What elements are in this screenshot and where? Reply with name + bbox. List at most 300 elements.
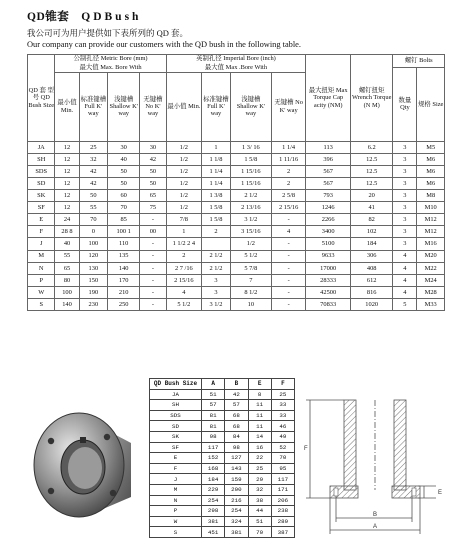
table-cell: 113 [306, 141, 351, 153]
table-cell: 11 [248, 410, 271, 421]
table-cell: 68 [225, 410, 248, 421]
table-cell: 2 1/2 [230, 190, 271, 202]
table-cell: 70833 [306, 298, 351, 310]
table-cell: W [150, 516, 202, 527]
table-cell: 1/2 [166, 153, 202, 165]
table-cell: 159 [225, 474, 248, 485]
table-cell: M5 [417, 141, 445, 153]
table-cell: 171 [271, 484, 294, 495]
table-row [150, 506, 295, 517]
table-cell: 2 [166, 250, 202, 262]
table-cell: 4 [393, 286, 417, 298]
table-cell: P [28, 274, 55, 286]
table-cell: M [28, 250, 55, 262]
table-cell: 38 [248, 495, 271, 506]
table-cell: 4 [166, 286, 202, 298]
table-cell: 1020 [351, 298, 393, 310]
table-cell: SDS [28, 165, 55, 177]
bush-bore-inner [68, 447, 102, 489]
table-row [150, 495, 295, 506]
keyway [80, 437, 86, 443]
table-cell: 33 [271, 400, 294, 411]
table-cell: SH [28, 153, 55, 165]
table-cell: 1246 [306, 202, 351, 214]
header-bolt-size: 规格 Size [417, 68, 445, 142]
title-cn: QD锥套 [27, 11, 70, 23]
table-cell: - [271, 274, 305, 286]
table-cell: 40 [55, 238, 79, 250]
table-cell: 14 [248, 431, 271, 442]
table-cell: 250 [108, 298, 140, 310]
table-row [150, 474, 295, 485]
table-cell: 100 1 [108, 226, 140, 238]
table-cell: M16 [417, 238, 445, 250]
bolt-hole [110, 490, 116, 496]
table-cell: 1 15/16 [230, 165, 271, 177]
table-cell: 127 [225, 453, 248, 464]
table-row [150, 431, 295, 442]
table-cell: 80 [55, 274, 79, 286]
table-cell: 20 [351, 190, 393, 202]
table-cell: 1 11/16 [271, 153, 305, 165]
table-row [28, 286, 445, 298]
table-cell: 1 1/8 [202, 153, 231, 165]
table-cell: 2 1/2 [202, 250, 231, 262]
table-cell: 25 [271, 389, 294, 400]
table-row [28, 274, 445, 286]
table-cell: 230 [79, 298, 108, 310]
table-row [28, 202, 445, 214]
table-cell: 75 [140, 202, 166, 214]
table-cell: 98 [202, 431, 225, 442]
table-cell: 381 [225, 527, 248, 538]
table-cell: - [140, 250, 166, 262]
table-cell: 3 [393, 141, 417, 153]
table-cell: 102 [351, 226, 393, 238]
table-cell: 3 [393, 202, 417, 214]
table-cell: 70 [271, 453, 294, 464]
table-cell: 184 [202, 474, 225, 485]
table-cell: 12 [55, 202, 79, 214]
table-cell: 3 1/2 [202, 298, 231, 310]
table-cell: 3 [393, 165, 417, 177]
table-cell: 29 [248, 474, 271, 485]
table-cell: 1 15/16 [230, 178, 271, 190]
table-cell: 7 [230, 274, 271, 286]
table-cell: W [28, 286, 55, 298]
table-cell: 68 [225, 421, 248, 432]
table-cell: M [150, 484, 202, 495]
table-cell: - [271, 286, 305, 298]
table-cell: 12 [55, 153, 79, 165]
table-cell: 6.2 [351, 141, 393, 153]
title-en: QDBush [81, 11, 142, 23]
table-row [28, 165, 445, 177]
table-cell: 12 [55, 165, 79, 177]
table-cell: 1 5/8 [202, 202, 231, 214]
table-cell: 2 15/16 [166, 274, 202, 286]
bolt-hole [104, 434, 110, 440]
table-cell: 42 [140, 153, 166, 165]
table-cell: 12.5 [351, 153, 393, 165]
table-cell: M6 [417, 153, 445, 165]
header-imperial-bore [166, 55, 306, 73]
table-cell: 44 [248, 506, 271, 517]
table-cell: P [150, 506, 202, 517]
table-row [28, 298, 445, 310]
table-cell: 12.5 [351, 165, 393, 177]
bush-dimension-table [149, 378, 295, 538]
table-cell: 816 [351, 286, 393, 298]
spec-table [27, 54, 445, 311]
table-cell: 65 [55, 262, 79, 274]
description-en: Our company can provide our customers with the QD bush in the following table. [27, 40, 301, 49]
table-cell: 65 [140, 190, 166, 202]
table-cell: E [28, 214, 55, 226]
table-cell: 3 [393, 226, 417, 238]
header-imperial-bore-group: 英制孔径 Imperial Bore (inch) [196, 55, 276, 62]
table-cell: 229 [202, 484, 225, 495]
table-cell [202, 238, 231, 250]
table-cell: 25 [79, 141, 108, 153]
table-cell: 100 [79, 238, 108, 250]
table-cell: M20 [417, 250, 445, 262]
page-title [27, 8, 141, 24]
bush-cross-section-drawing [300, 398, 450, 536]
table-cell: 8 1/2 [230, 286, 271, 298]
table-row [150, 442, 295, 453]
table-row [150, 516, 295, 527]
table-cell: M33 [417, 298, 445, 310]
table-header-cell: A [202, 379, 225, 390]
table-cell: 5100 [306, 238, 351, 250]
table-cell: N [150, 495, 202, 506]
table-cell: 5 1/2 [230, 250, 271, 262]
table-cell: 24 [55, 214, 79, 226]
table-row [28, 178, 445, 190]
table-cell: 170 [108, 274, 140, 286]
table-cell: 51 [202, 389, 225, 400]
table-cell: 81 [202, 421, 225, 432]
dim-label-b: B [373, 512, 378, 518]
table-cell: 2 13/16 [230, 202, 271, 214]
header-imperial-shallow-kw: 浅键槽 Shallow K' way [230, 72, 271, 141]
table-cell: 30 [140, 141, 166, 153]
table-cell: E [150, 453, 202, 464]
table-cell: 0 [79, 226, 108, 238]
table-cell: 32 [79, 153, 108, 165]
qd-bush-photo [27, 393, 139, 525]
table-cell: 143 [225, 463, 248, 474]
table-cell: 2 [271, 165, 305, 177]
table-cell: 60 [108, 190, 140, 202]
table-cell: 254 [202, 495, 225, 506]
table-cell: 00 [140, 226, 166, 238]
table-cell: 210 [108, 286, 140, 298]
table-cell: 1 5/8 [202, 214, 231, 226]
table-cell: 17000 [306, 262, 351, 274]
table-header-cell: F [271, 379, 294, 390]
table-cell: 206 [271, 495, 294, 506]
table-cell: SK [150, 431, 202, 442]
table-cell: 46 [271, 421, 294, 432]
header-metric-full-kw: 标准键槽 Full K' way [79, 72, 108, 141]
header-imperial-min: 最小值 Min. [166, 72, 202, 141]
header-imperial-max: 最大值 Max .Bore With [204, 64, 268, 72]
header-metric-min: 最小值 Min. [55, 72, 79, 141]
table-cell: 28 8 [55, 226, 79, 238]
header-imperial-full-kw: 标准键槽 Full K' way [202, 72, 231, 141]
table-cell: - [271, 214, 305, 226]
table-cell: N [28, 262, 55, 274]
table-row [28, 214, 445, 226]
table-cell: 70 [248, 527, 271, 538]
table-cell: 2 [271, 178, 305, 190]
table-cell: 324 [225, 516, 248, 527]
table-cell: M8 [417, 190, 445, 202]
dim-label-f: F [304, 446, 308, 452]
table-cell: 57 [202, 400, 225, 411]
table-cell: 55 [55, 250, 79, 262]
header-wrench-torque: 螺钉扭矩 Wrench Torque (N M) [351, 55, 393, 142]
table-cell: 41 [351, 202, 393, 214]
table-cell: 3 1/2 [230, 214, 271, 226]
header-bolts: 螺钉 Bolts [393, 55, 445, 68]
table-cell: 150 [79, 274, 108, 286]
table-cell: 1 [166, 226, 202, 238]
table-cell: 396 [306, 153, 351, 165]
table-cell: 140 [108, 262, 140, 274]
table-cell: - [271, 298, 305, 310]
table-cell: 298 [202, 506, 225, 517]
table-cell: 408 [351, 262, 393, 274]
table-cell: 22 [248, 453, 271, 464]
table-cell: 49 [271, 431, 294, 442]
table-cell: M12 [417, 214, 445, 226]
table-cell: JA [150, 389, 202, 400]
table-cell: 3 [393, 190, 417, 202]
table-header-cell: QD Bush Size [150, 379, 202, 390]
table-row [150, 484, 295, 495]
table-cell: 1/2 [166, 190, 202, 202]
table-row [28, 190, 445, 202]
table-cell: 12 [55, 190, 79, 202]
table-cell: 184 [351, 238, 393, 250]
table-cell: 50 [79, 190, 108, 202]
header-imperial-no-kw: 无键槽 No K' way [271, 72, 305, 141]
table-cell: 51 [248, 516, 271, 527]
table-row [28, 262, 445, 274]
header-metric-bore [55, 55, 166, 73]
table-cell: 42 [225, 389, 248, 400]
table-cell: 52 [271, 442, 294, 453]
hatched-wall-left [344, 400, 356, 490]
table-cell: 254 [225, 506, 248, 517]
table-cell: M12 [417, 226, 445, 238]
table-cell: JA [28, 141, 55, 153]
table-cell: SDS [150, 410, 202, 421]
table-cell: 81 [202, 410, 225, 421]
table-row [150, 453, 295, 464]
table-cell: 216 [225, 495, 248, 506]
table-cell: 2 15/16 [271, 202, 305, 214]
table-cell: 98 [225, 442, 248, 453]
table-cell: 117 [271, 474, 294, 485]
table-cell: 612 [351, 274, 393, 286]
header-qd-size: QD 套 型号 QD Bush Size [28, 55, 55, 142]
table-cell: 1/2 [230, 238, 271, 250]
bolt-hole-left [334, 488, 338, 496]
table-cell: 42 [79, 178, 108, 190]
table-cell: 85 [108, 214, 140, 226]
table-cell: 4 [393, 274, 417, 286]
table-cell: - [140, 214, 166, 226]
table-cell: 28333 [306, 274, 351, 286]
table-cell: 7/8 [166, 214, 202, 226]
table-cell: 12.5 [351, 178, 393, 190]
table-cell: 42 [79, 165, 108, 177]
table-cell: S [150, 527, 202, 538]
table-cell: 30 [108, 141, 140, 153]
table-cell: 50 [140, 165, 166, 177]
table-cell: 82 [351, 214, 393, 226]
table-cell: 567 [306, 165, 351, 177]
table-cell: J [28, 238, 55, 250]
table-cell: 11 [248, 400, 271, 411]
table-cell: 5 7/8 [230, 262, 271, 274]
table-cell: M28 [417, 286, 445, 298]
table-cell: SF [150, 442, 202, 453]
table-cell: 130 [79, 262, 108, 274]
table-cell: 451 [202, 527, 225, 538]
table-cell: 57 [225, 400, 248, 411]
table-cell: 2 5/8 [271, 190, 305, 202]
description-cn: 我公司可为用户提供如下表所列的 QD 套。 [27, 28, 189, 38]
table-row [28, 153, 445, 165]
table-cell: SD [28, 178, 55, 190]
table-cell: - [140, 286, 166, 298]
table-cell: SH [150, 400, 202, 411]
table-cell: 306 [351, 250, 393, 262]
table-cell: 1/2 [166, 165, 202, 177]
bolt-hole-right [412, 488, 416, 496]
table-cell: 95 [271, 463, 294, 474]
table-cell: 1 3/8 [202, 190, 231, 202]
table-header-cell: E [248, 379, 271, 390]
table-cell: 387 [271, 527, 294, 538]
table-cell: 50 [108, 178, 140, 190]
table-row [150, 400, 295, 411]
table-cell: S [28, 298, 55, 310]
table-row [150, 410, 295, 421]
table-cell: 152 [202, 453, 225, 464]
bolt-hole [48, 488, 54, 494]
table-cell: 3 [393, 153, 417, 165]
table-cell: 3400 [306, 226, 351, 238]
table-cell: 190 [79, 286, 108, 298]
table-cell: 84 [225, 431, 248, 442]
table-cell: 11 [248, 421, 271, 432]
table-cell: 3 [202, 286, 231, 298]
bolt-hole [48, 438, 54, 444]
table-cell: 1 [202, 141, 231, 153]
table-cell: 70 [79, 214, 108, 226]
table-cell: 9633 [306, 250, 351, 262]
table-cell: 4 [271, 226, 305, 238]
table-cell: 200 [225, 484, 248, 495]
table-cell: 1 3/ 16 [230, 141, 271, 153]
table-cell: 32 [248, 484, 271, 495]
table-cell: 50 [108, 165, 140, 177]
table-cell: 168 [202, 463, 225, 474]
table-cell: 16 [248, 442, 271, 453]
table-cell: - [271, 250, 305, 262]
table-cell: M6 [417, 165, 445, 177]
table-row [28, 226, 445, 238]
table-cell: 12 [55, 178, 79, 190]
table-cell: SK [28, 190, 55, 202]
table-cell: - [140, 274, 166, 286]
table-cell: F [28, 226, 55, 238]
dim-label-e: E [438, 490, 443, 496]
table-cell: 12 [55, 141, 79, 153]
table-cell: 289 [271, 516, 294, 527]
header-max-torque: 最大扭矩 Max Torque Cap acity (NM) [306, 55, 351, 142]
table-cell: 567 [306, 178, 351, 190]
table-cell: 25 [248, 463, 271, 474]
table-cell: 2 7 /16 [166, 262, 202, 274]
table-cell: 40 [108, 153, 140, 165]
header-metric-max: 最大值 Max. Bore With [79, 64, 142, 72]
table-cell: 5 [393, 298, 417, 310]
table-cell: 1 1/4 [271, 141, 305, 153]
table-cell: M24 [417, 274, 445, 286]
table-cell: 50 [140, 178, 166, 190]
table-cell: 1/2 [166, 202, 202, 214]
table-cell: 238 [271, 506, 294, 517]
table-cell: 120 [79, 250, 108, 262]
table-cell: J [150, 474, 202, 485]
table-cell: - [140, 262, 166, 274]
header-bolt-qty: 数量 Qty [393, 68, 417, 142]
table-cell: 1 1/4 [202, 165, 231, 177]
table-cell: 381 [202, 516, 225, 527]
table-row [150, 527, 295, 538]
table-row [28, 250, 445, 262]
table-cell: 100 [55, 286, 79, 298]
table-cell: - [271, 238, 305, 250]
table-cell: 135 [108, 250, 140, 262]
table-cell: 117 [202, 442, 225, 453]
table-cell: 33 [271, 410, 294, 421]
table-cell: 70 [108, 202, 140, 214]
table-cell: 1 1/4 [202, 178, 231, 190]
table-cell: M22 [417, 262, 445, 274]
table-row [28, 141, 445, 153]
table-cell: 3 [393, 178, 417, 190]
table-cell: 1 5/8 [230, 153, 271, 165]
table-cell: - [271, 262, 305, 274]
table-cell: 4 [393, 262, 417, 274]
table-cell: M6 [417, 178, 445, 190]
table-cell: F [150, 463, 202, 474]
table-cell: 55 [79, 202, 108, 214]
table-cell: M10 [417, 202, 445, 214]
table-row [150, 421, 295, 432]
table-cell: 3 [393, 238, 417, 250]
table-cell: 1/2 [166, 178, 202, 190]
table-cell: 1/2 [166, 141, 202, 153]
